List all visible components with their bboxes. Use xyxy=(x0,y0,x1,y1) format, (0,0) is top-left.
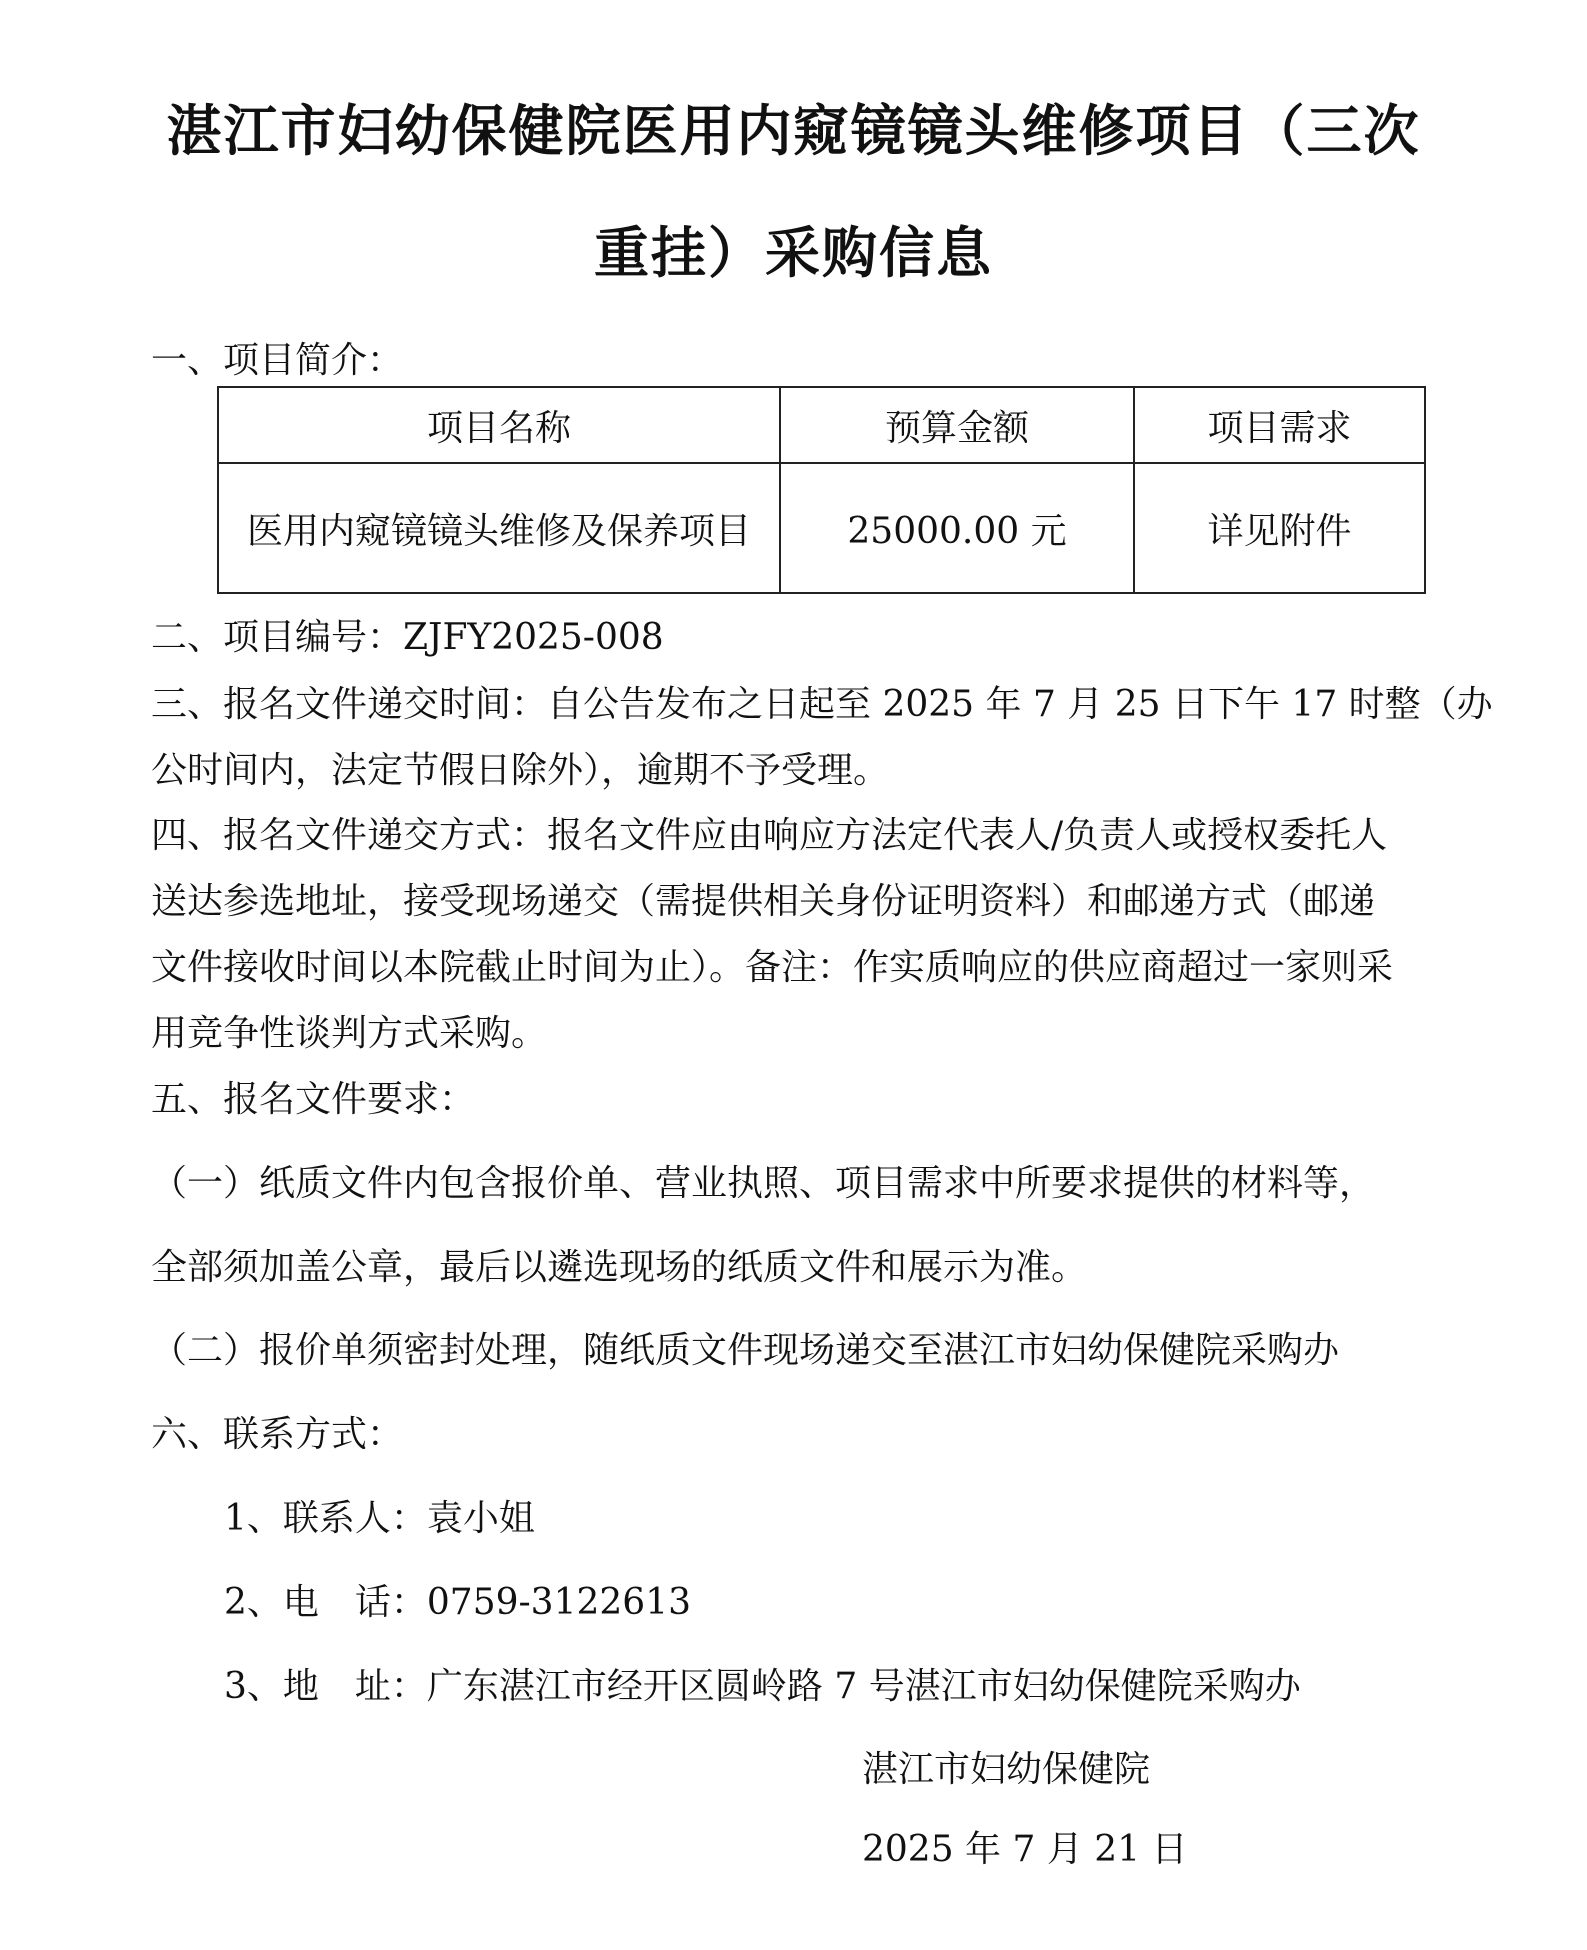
section5-heading: 五、报名文件要求： xyxy=(151,1079,476,1120)
table-cell: 25000.00 元 xyxy=(780,463,1134,593)
contact-phone: 2、电 话：0759-3122613 xyxy=(224,1582,692,1623)
section4-line1: 四、报名文件递交方式：报名文件应由响应方法定代表人/负责人或授权委托人 xyxy=(151,815,1388,856)
section1-heading: 一、项目简介： xyxy=(151,340,404,381)
table-row xyxy=(218,463,1425,593)
contact-address: 3、地 址：广东湛江市经开区圆岭路 7 号湛江市妇幼保健院采购办 xyxy=(224,1666,1301,1707)
section5-item1-line2: 全部须加盖公章，最后以遴选现场的纸质文件和展示为准。 xyxy=(151,1247,1088,1288)
section3-line1: 三、报名文件递交时间：自公告发布之日起至 2025 年 7 月 25 日下午 17 时整（办 xyxy=(151,684,1493,725)
signature-organization: 湛江市妇幼保健院 xyxy=(862,1749,1151,1790)
document-title-line2: 重挂）采购信息 xyxy=(593,220,993,285)
signature-date: 2025 年 7 月 21 日 xyxy=(862,1829,1188,1870)
table-cell: 详见附件 xyxy=(1134,463,1425,593)
section6-heading: 六、联系方式： xyxy=(151,1414,404,1455)
contact-person: 1、联系人：袁小姐 xyxy=(224,1498,535,1539)
table-header-cell: 项目名称 xyxy=(218,387,780,463)
section5-item1-line1: （一）纸质文件内包含报价单、营业执照、项目需求中所要求提供的材料等， xyxy=(151,1163,1376,1204)
project-summary-table xyxy=(217,386,1426,594)
table-header-row xyxy=(218,387,1425,463)
section3-line2: 公时间内，法定节假日除外），逾期不予受理。 xyxy=(151,750,890,791)
section4-line4: 用竞争性谈判方式采购。 xyxy=(151,1013,548,1054)
document-title-line1: 湛江市妇幼保健院医用内窥镜镜头维修项目（三次 xyxy=(166,98,1421,163)
section4-line2: 送达参选地址，接受现场递交（需提供相关身份证明资料）和邮递方式（邮递 xyxy=(151,881,1376,922)
table-header-cell: 预算金额 xyxy=(780,387,1134,463)
table-cell: 医用内窥镜镜头维修及保养项目 xyxy=(218,463,780,593)
table-header-cell: 项目需求 xyxy=(1134,387,1425,463)
section2-project-number: 二、项目编号：ZJFY2025-008 xyxy=(151,617,664,658)
section5-item2: （二）报价单须密封处理，随纸质文件现场递交至湛江市妇幼保健院采购办 xyxy=(151,1330,1340,1371)
section4-line3: 文件接收时间以本院截止时间为止）。备注：作实质响应的供应商超过一家则采 xyxy=(151,947,1394,988)
